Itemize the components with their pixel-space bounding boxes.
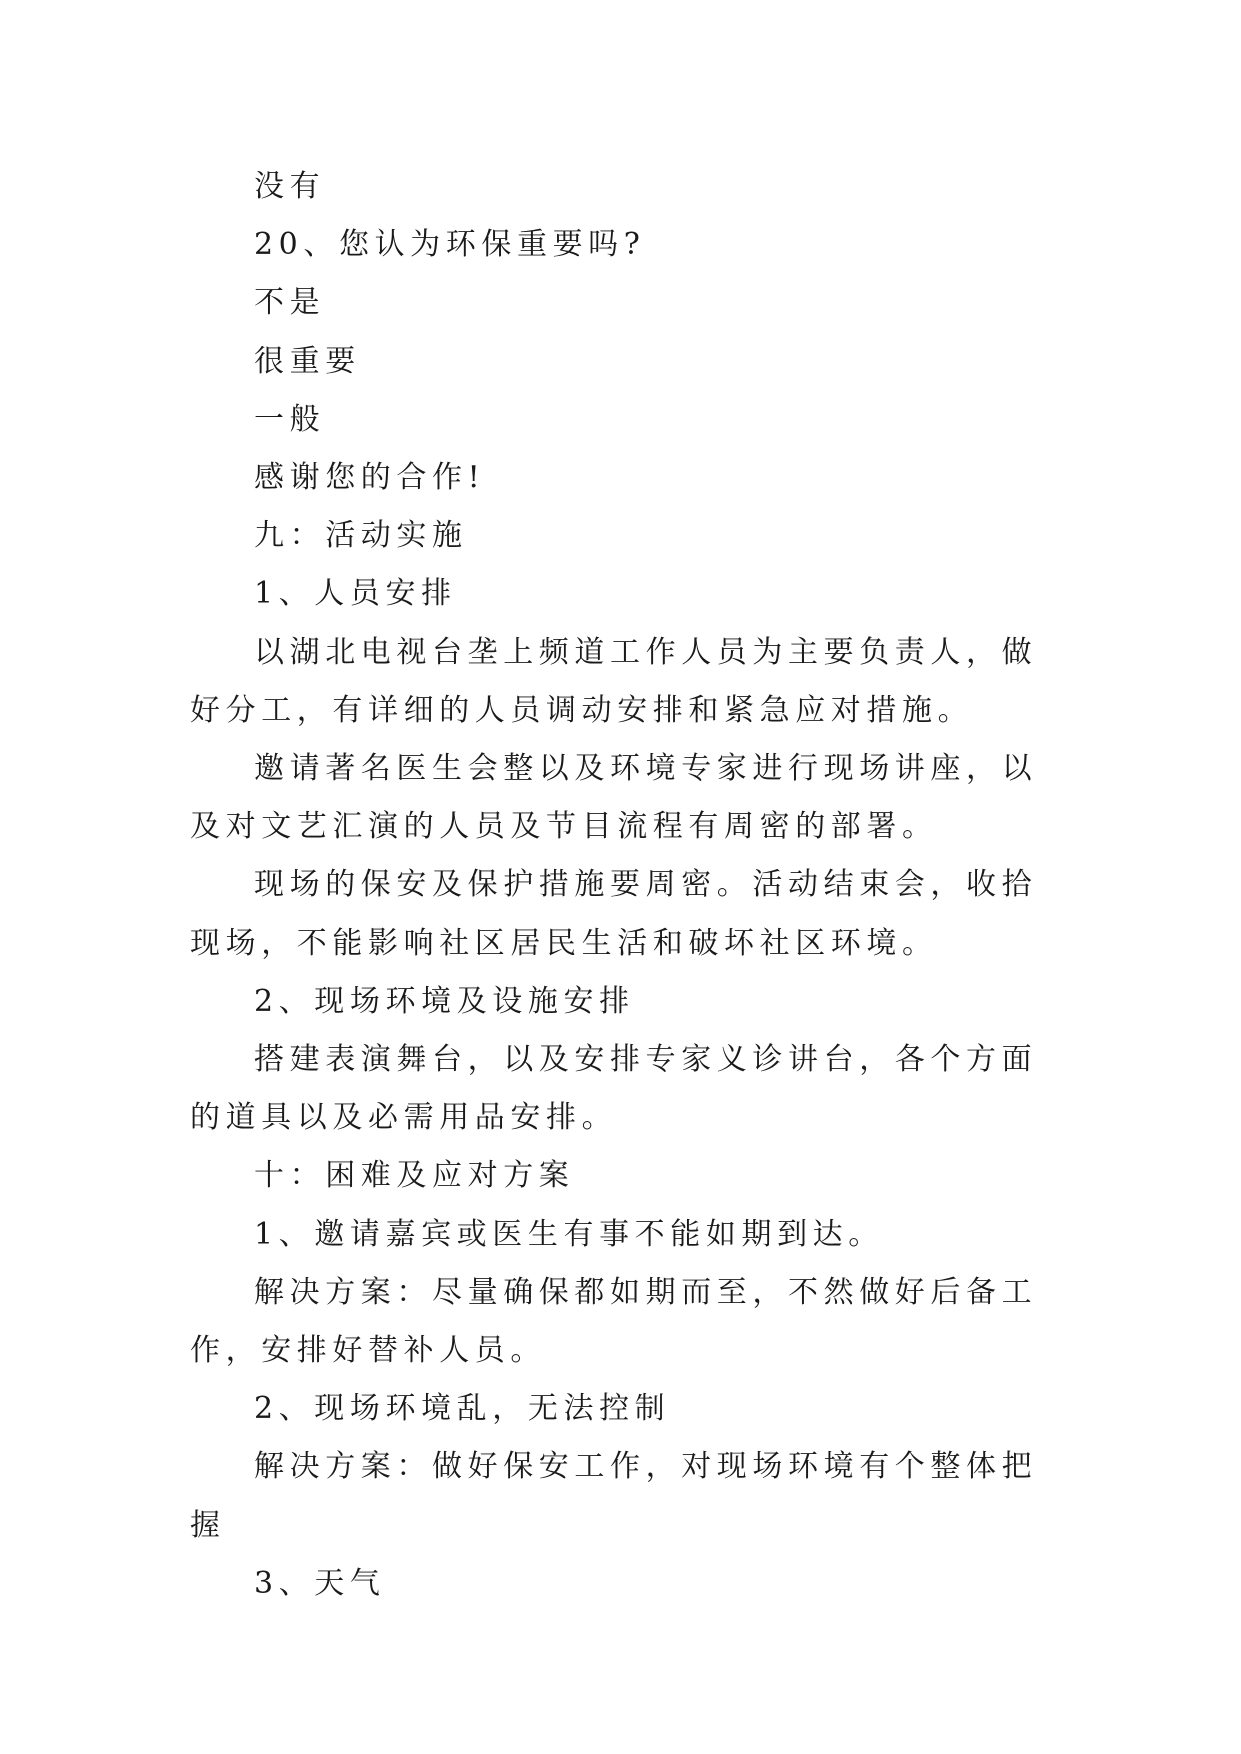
- difficulty-2: 2、现场环境乱，无法控制: [254, 1391, 671, 1427]
- paragraph-question-20: 20、您认为环保重要吗?: [254, 227, 646, 263]
- section-heading-implementation: 九：活动实施: [254, 518, 468, 554]
- difficulty-3: 3、天气: [254, 1565, 386, 1601]
- solution-1: 解决方案：尽量确保都如期而至，不然做好后备工作，安排好替补人员。: [190, 1274, 1038, 1369]
- section-heading-difficulties: 十：困难及应对方案: [254, 1158, 575, 1194]
- paragraph-venue: 搭建表演舞台，以及安排专家义诊讲台，各个方面的道具以及必需用品安排。: [190, 1042, 1038, 1136]
- solution-2: 解决方案：做好保安工作，对现场环境有个整体把握: [190, 1449, 1038, 1543]
- paragraph-answer-very-important: 很重要: [254, 343, 361, 379]
- paragraph-answer-average: 一般: [254, 401, 326, 437]
- paragraph-staffing-1: 以湖北电视台垄上频道工作人员为主要负责人，做好分工，有详细的人员调动安排和紧急应对措施。: [190, 634, 1038, 728]
- difficulty-1: 1、邀请嘉宾或医生有事不能如期到达。: [254, 1216, 884, 1252]
- subheading-staffing: 1、人员安排: [254, 576, 457, 612]
- subheading-venue: 2、现场环境及设施安排: [254, 983, 635, 1019]
- document-body: [190, 158, 1070, 1613]
- paragraph-answer-none: 没有: [254, 169, 326, 204]
- paragraph-thanks: 感谢您的合作!: [254, 460, 486, 496]
- paragraph-staffing-2: 邀请著名医生会整以及环境专家进行现场讲座，以及对文艺汇演的人员及节目流程有周密的部署。: [190, 751, 1038, 845]
- paragraph-staffing-3: 现场的保安及保护措施要周密。活动结束会，收拾现场，不能影响社区居民生活和破坏社区环境。: [190, 867, 1038, 961]
- paragraph-answer-no: 不是: [254, 285, 326, 321]
